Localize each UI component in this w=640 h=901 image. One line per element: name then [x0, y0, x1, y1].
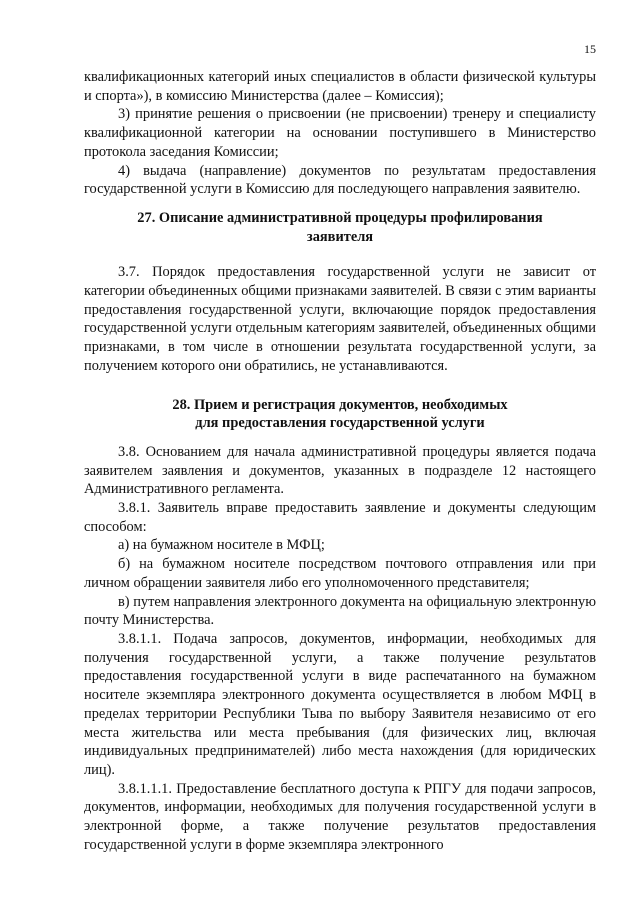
section-28-heading: [84, 396, 596, 433]
section-28-paragraph-4: б) на бумажном носителе посредством почтового отправления или при личном обращении заявителя либо его уполномоченного представителя;: [84, 556, 596, 591]
section-27-heading-line-1: 27. Описание административной процедуры профилирования: [137, 209, 543, 226]
section-27-heading: [84, 209, 596, 246]
section-28-heading-line-2: для предоставления государственной услуги: [195, 415, 485, 432]
page-number: 15: [584, 42, 596, 56]
section-28-heading-line-1: 28. Прием и регистрация документов, необходимых: [172, 396, 508, 413]
section-27-paragraph-1: 3.7. Порядок предоставления государственной услуги не зависит от категории объединенных общими признаками заявителей. В связи с этим варианты предоставления государственной услуги, включающие порядок предоставления государственной услуги отдельным категориям заявителей, объединенных общими признаками, в том числе в отношении результата государственной услуги, за получением которого они обратились, не устанавливаются.: [84, 264, 596, 374]
intro-paragraph-3: 4) выдача (направление) документов по результатам предоставления государственной услуги в Комиссию для последующего направления заявителю.: [84, 162, 596, 198]
section-28-paragraph-1: 3.8. Основанием для начала административной процедуры является подача заявителем заявления и документов, указанных в подразделе 12 настоящего Административного регламента.: [84, 443, 596, 498]
section-28-paragraph-3: а) на бумажном носителе в МФЦ;: [118, 537, 325, 554]
section-28-paragraph-5: в) путем направления электронного документа на официальную электронную почту Министерства.: [84, 593, 596, 629]
intro-paragraph-1: квалификационных категорий иных специалистов в области физической культуры и спорта»), в комиссию Министерства (далее – Комиссия);: [84, 69, 596, 104]
section-28-paragraph-7: 3.8.1.1.1. Предоставление бесплатного доступа к РПГУ для подачи запросов, документов, информации, необходимых для получения государственной услуги в электронной форме, а также получение результатов предоставления государственной услуги в форме экземпляра электронного: [84, 780, 596, 853]
section-27-heading-line-2: заявителя: [306, 228, 374, 245]
intro-paragraph-2: 3) принятие решения о присвоении (не присвоении) тренеру и специалисту квалификационной категории на основании поступившего в Министерство протокола заседания Комиссии;: [84, 106, 596, 160]
section-28-paragraph-6: 3.8.1.1. Подача запросов, документов, информации, необходимых для получения государственной услуги, а также получение результатов предоставления государственной услуги в виде распечатанного на бумажном носителе экземпляра электронного документа осуществляется в любом МФЦ в пределах территории Республики Тыва по выбору Заявителя независимо от его места жительства или места пребывания (для физических лиц, включая индивидуальных предпринимателей) либо места нахождения (для юридических лиц).: [84, 630, 596, 778]
section-28-paragraph-2: 3.8.1. Заявитель вправе предоставить заявление и документы следующим способом:: [84, 500, 596, 535]
